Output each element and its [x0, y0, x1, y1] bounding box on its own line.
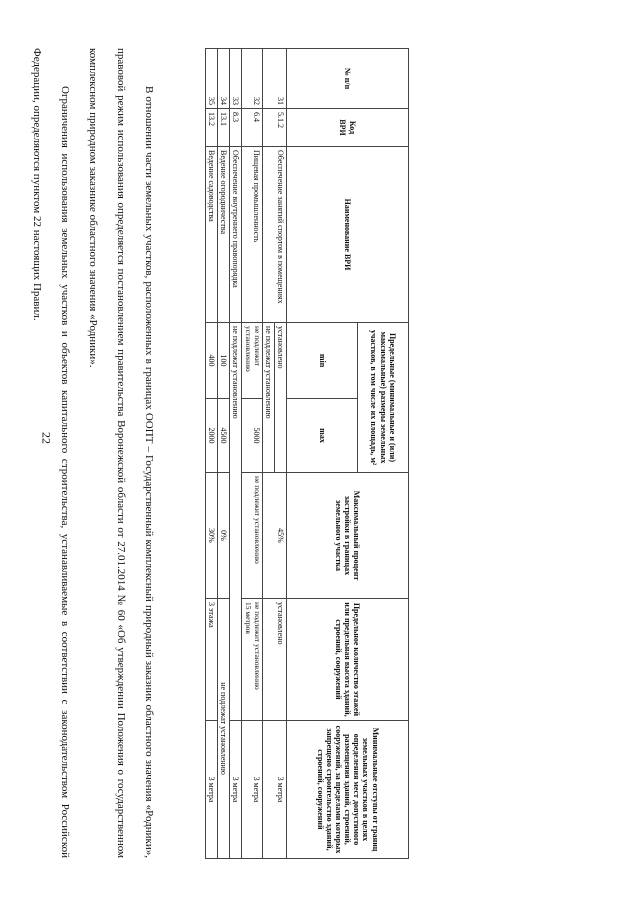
row-floors: 3 этажа	[205, 599, 217, 721]
paragraph-oopt: В отношении части земельных участков, расположенных в границах ООПТ – Государственный комплексный природный заказник областного значения «Родники», правовой режим использования определяется постановлением правительства Воронежской области от 27.01.2014 № 60 «Об утверждении Положения о государственном комплексном природном заказнике областного значения «Родники».	[87, 48, 155, 858]
row-setback: 3 метра	[242, 721, 262, 859]
row-num: 34	[218, 49, 230, 109]
row-max: 5000	[242, 399, 262, 473]
header-code: Код ВРИ	[287, 109, 409, 147]
row-sizes: не подлежат установлению	[230, 323, 242, 721]
table-row	[218, 49, 230, 859]
row-max: 4500	[218, 399, 230, 473]
page-number-text: 22	[39, 432, 54, 444]
row-floors: установлено	[262, 599, 286, 721]
page-content	[31, 48, 409, 858]
row-sizes-top: установлено	[274, 323, 286, 473]
row-min: 100	[218, 323, 230, 399]
row-num: 33	[230, 49, 242, 109]
row-floors-main: не подлежит установлению	[252, 602, 262, 690]
row-num: 35	[205, 49, 217, 109]
header-min: min	[287, 323, 358, 399]
row-name: Обеспечение внутреннего правопорядка	[230, 147, 242, 323]
row-min: 400	[205, 323, 217, 399]
row-name: Ведение садоводства	[205, 147, 217, 323]
paragraph-restrictions: Ограничения использования земельных участков и объектов капитального строительства, устанавливаемые в соответствии с законодательством Российской Федерации, определяются пунктом 22 настоящих Правил.	[31, 48, 71, 858]
header-percent: Максимальный процент застройки в границах земельного участка	[287, 473, 409, 599]
row-percent: 0%	[218, 473, 230, 599]
row-floors-height: 15 метров	[244, 602, 253, 634]
row-setback: 3 метра	[230, 721, 242, 859]
row-num: 32	[242, 49, 262, 109]
header-name: Наименование ВРИ	[287, 147, 409, 323]
row-code: 8.3	[230, 109, 242, 147]
row-min: не подлежит установлению	[242, 323, 262, 399]
table-row	[242, 49, 262, 859]
row-setback: 3 метра	[262, 721, 286, 859]
header-num: № п/п	[287, 49, 409, 109]
row-floors-setback: не подлежат установлению	[218, 599, 230, 859]
table-row	[205, 49, 217, 859]
header-setback: Минимальные отступы от границ земельных участков в целях определения мест допустимого размещения зданий, строений, сооружений, за пределами которых запрещено строительство зданий, строений, сооружений	[287, 721, 409, 859]
row-code: 5.1.2	[262, 109, 286, 147]
header-max: max	[287, 399, 358, 473]
row-setback: 3 метра	[205, 721, 217, 859]
row-percent: 45%	[262, 473, 286, 599]
row-name: Обеспечение занятий спортом в помещениях	[262, 147, 286, 323]
header-sizes: Предельные (минимальные и (или) максимальные) размеры земельных участков, в том числе их площадь, м²	[358, 323, 409, 473]
body-text	[23, 48, 163, 858]
rotated-page	[31, 48, 409, 858]
row-sizes-bottom: не подлежат установлению	[262, 323, 274, 473]
row-code: 13.1	[218, 109, 230, 147]
row-percent: 30%	[205, 473, 217, 599]
header-floors: Предельное количество этажей или предельная высота зданий, строений, сооружений	[287, 599, 409, 721]
row-name: Ведение огородничества	[218, 147, 230, 323]
table-row	[230, 49, 242, 859]
row-percent: не подлежит установлению	[242, 473, 262, 599]
row-code: 6.4	[242, 109, 262, 147]
vri-table	[205, 48, 409, 859]
row-floors	[242, 599, 262, 721]
row-max: 2000	[205, 399, 217, 473]
row-name: Пищевая промышленность	[242, 147, 262, 323]
row-code: 13.2	[205, 109, 217, 147]
table-header-row	[358, 49, 409, 859]
table-row	[274, 49, 286, 859]
row-num: 31	[262, 49, 286, 109]
